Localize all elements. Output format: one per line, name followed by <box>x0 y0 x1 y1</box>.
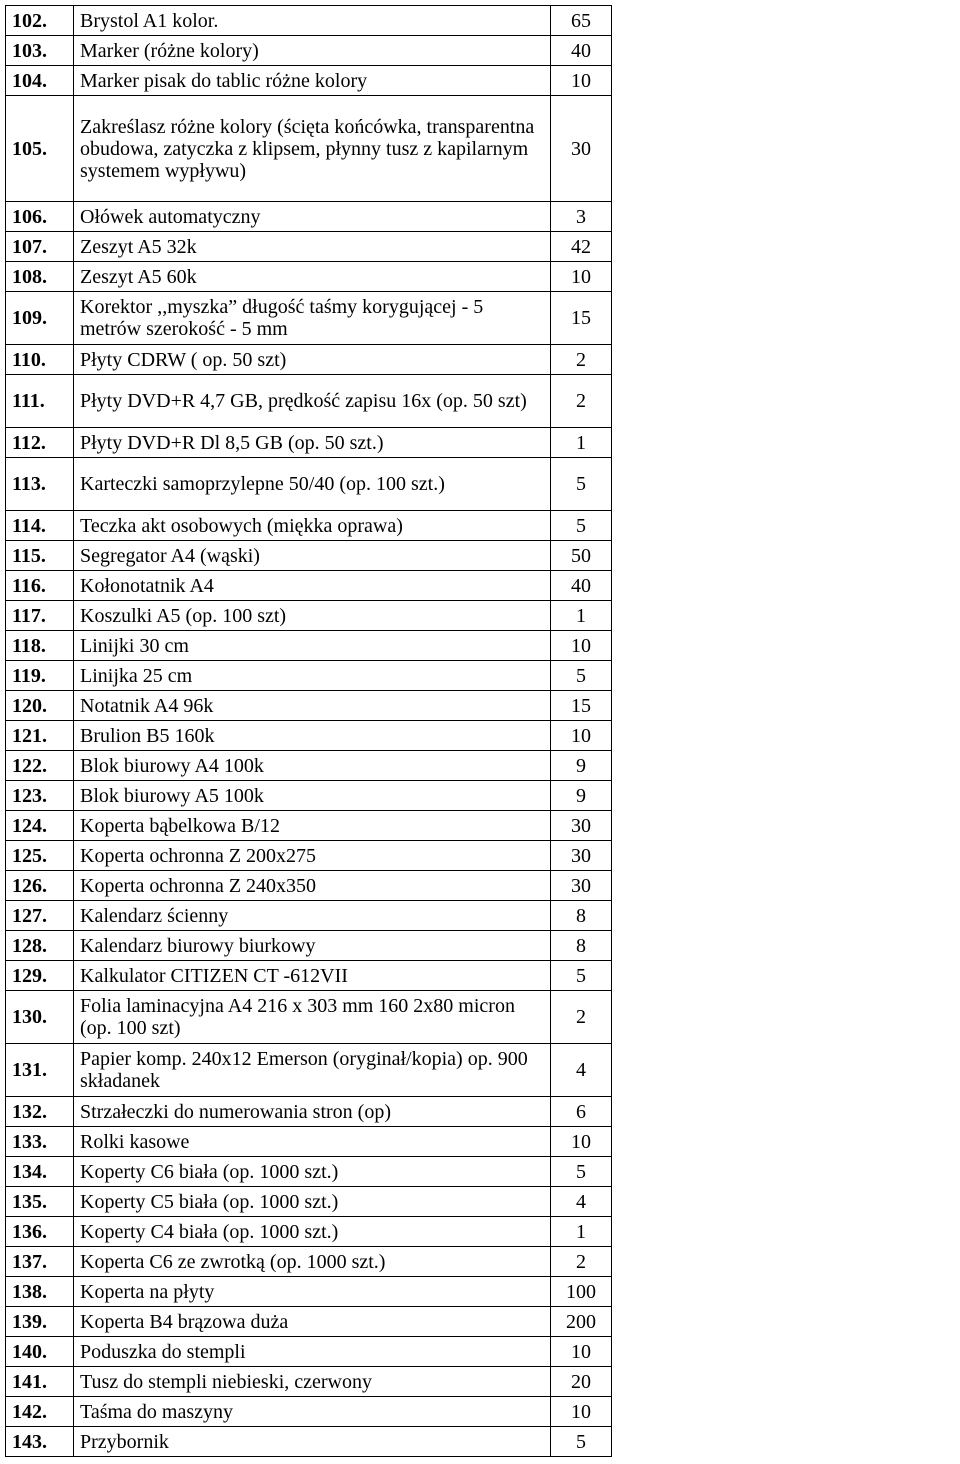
table-row <box>6 631 612 661</box>
table-row <box>6 1127 612 1157</box>
table-row <box>6 1097 612 1127</box>
item-quantity: 50 <box>551 541 612 571</box>
table-row <box>6 991 612 1044</box>
item-name: Zakreślasz różne kolory (ścięta końcówka, transparentna obudowa, zatyczka z klipsem, płynny tusz z kapilarnym systemem wypływu) <box>74 96 551 202</box>
item-quantity: 4 <box>551 1044 612 1097</box>
item-number: 130. <box>6 991 74 1044</box>
item-number: 118. <box>6 631 74 661</box>
table-row <box>6 1187 612 1217</box>
supplies-table <box>5 5 612 1457</box>
item-name: Koperta B4 brązowa duża <box>74 1307 551 1337</box>
item-number: 133. <box>6 1127 74 1157</box>
supplies-table-body <box>6 6 612 1457</box>
item-name: Koperta ochronna Z 240x350 <box>74 871 551 901</box>
item-number: 104. <box>6 66 74 96</box>
item-quantity: 6 <box>551 1097 612 1127</box>
item-name: Brulion B5 160k <box>74 721 551 751</box>
item-quantity: 10 <box>551 1397 612 1427</box>
item-number: 117. <box>6 601 74 631</box>
item-name: Kalendarz ścienny <box>74 901 551 931</box>
table-row <box>6 1307 612 1337</box>
item-name: Zeszyt A5 32k <box>74 232 551 262</box>
table-row <box>6 96 612 202</box>
table-row <box>6 375 612 428</box>
item-number: 136. <box>6 1217 74 1247</box>
item-name: Marker (różne kolory) <box>74 36 551 66</box>
item-number: 124. <box>6 811 74 841</box>
item-quantity: 5 <box>551 661 612 691</box>
item-quantity: 9 <box>551 751 612 781</box>
table-row <box>6 871 612 901</box>
item-quantity: 40 <box>551 36 612 66</box>
item-name: Linijka 25 cm <box>74 661 551 691</box>
item-name: Linijki 30 cm <box>74 631 551 661</box>
table-row <box>6 1427 612 1457</box>
table-row <box>6 511 612 541</box>
item-number: 122. <box>6 751 74 781</box>
table-row <box>6 345 612 375</box>
table-row <box>6 36 612 66</box>
item-name: Poduszka do stempli <box>74 1337 551 1367</box>
table-row <box>6 841 612 871</box>
item-quantity: 4 <box>551 1187 612 1217</box>
table-row <box>6 1044 612 1097</box>
item-quantity: 8 <box>551 931 612 961</box>
item-quantity: 100 <box>551 1277 612 1307</box>
item-number: 110. <box>6 345 74 375</box>
table-row <box>6 1157 612 1187</box>
item-number: 111. <box>6 375 74 428</box>
item-name: Płyty DVD+R Dl 8,5 GB (op. 50 szt.) <box>74 428 551 458</box>
item-quantity: 5 <box>551 511 612 541</box>
item-quantity: 30 <box>551 841 612 871</box>
item-name: Notatnik A4 96k <box>74 691 551 721</box>
item-number: 139. <box>6 1307 74 1337</box>
item-quantity: 8 <box>551 901 612 931</box>
item-number: 106. <box>6 202 74 232</box>
item-quantity: 30 <box>551 811 612 841</box>
item-quantity: 2 <box>551 345 612 375</box>
item-number: 120. <box>6 691 74 721</box>
item-number: 102. <box>6 6 74 36</box>
item-quantity: 40 <box>551 571 612 601</box>
item-name: Koperta C6 ze zwrotką (op. 1000 szt.) <box>74 1247 551 1277</box>
item-name: Koperta ochronna Z 200x275 <box>74 841 551 871</box>
item-name: Koperty C6 biała (op. 1000 szt.) <box>74 1157 551 1187</box>
item-quantity: 2 <box>551 375 612 428</box>
item-quantity: 10 <box>551 66 612 96</box>
item-number: 131. <box>6 1044 74 1097</box>
item-number: 132. <box>6 1097 74 1127</box>
item-name: Koperty C5 biała (op. 1000 szt.) <box>74 1187 551 1217</box>
item-name: Marker pisak do tablic różne kolory <box>74 66 551 96</box>
item-name: Papier komp. 240x12 Emerson (oryginał/kopia) op. 900 składanek <box>74 1044 551 1097</box>
item-quantity: 5 <box>551 1427 612 1457</box>
table-row <box>6 601 612 631</box>
item-number: 114. <box>6 511 74 541</box>
table-row <box>6 661 612 691</box>
item-number: 129. <box>6 961 74 991</box>
item-name: Zeszyt A5 60k <box>74 262 551 292</box>
item-name: Przybornik <box>74 1427 551 1457</box>
item-number: 115. <box>6 541 74 571</box>
item-number: 109. <box>6 292 74 345</box>
item-name: Kalkulator CITIZEN CT -612VII <box>74 961 551 991</box>
item-number: 134. <box>6 1157 74 1187</box>
item-quantity: 15 <box>551 292 612 345</box>
item-number: 113. <box>6 458 74 511</box>
item-number: 125. <box>6 841 74 871</box>
item-quantity: 10 <box>551 262 612 292</box>
table-row <box>6 6 612 36</box>
item-quantity: 10 <box>551 721 612 751</box>
table-row <box>6 1337 612 1367</box>
item-name: Teczka akt osobowych (miękka oprawa) <box>74 511 551 541</box>
item-quantity: 42 <box>551 232 612 262</box>
item-quantity: 10 <box>551 631 612 661</box>
table-row <box>6 292 612 345</box>
table-row <box>6 1277 612 1307</box>
item-name: Koszulki A5 (op. 100 szt) <box>74 601 551 631</box>
item-number: 112. <box>6 428 74 458</box>
item-name: Strzałeczki do numerowania stron (op) <box>74 1097 551 1127</box>
item-name: Kołonotatnik A4 <box>74 571 551 601</box>
item-quantity: 30 <box>551 871 612 901</box>
table-row <box>6 751 612 781</box>
item-number: 107. <box>6 232 74 262</box>
item-number: 128. <box>6 931 74 961</box>
item-name: Płyty CDRW ( op. 50 szt) <box>74 345 551 375</box>
item-quantity: 65 <box>551 6 612 36</box>
item-name: Koperta bąbelkowa B/12 <box>74 811 551 841</box>
item-name: Rolki kasowe <box>74 1127 551 1157</box>
item-quantity: 15 <box>551 691 612 721</box>
item-name: Taśma do maszyny <box>74 1397 551 1427</box>
table-row <box>6 1367 612 1397</box>
item-number: 138. <box>6 1277 74 1307</box>
item-quantity: 5 <box>551 458 612 511</box>
item-name: Segregator A4 (wąski) <box>74 541 551 571</box>
table-row <box>6 458 612 511</box>
item-number: 140. <box>6 1337 74 1367</box>
item-number: 126. <box>6 871 74 901</box>
item-quantity: 5 <box>551 1157 612 1187</box>
item-quantity: 1 <box>551 1217 612 1247</box>
item-number: 105. <box>6 96 74 202</box>
item-name: Płyty DVD+R 4,7 GB, prędkość zapisu 16x (op. 50 szt) <box>74 375 551 428</box>
item-number: 108. <box>6 262 74 292</box>
item-quantity: 30 <box>551 96 612 202</box>
item-number: 123. <box>6 781 74 811</box>
table-row <box>6 541 612 571</box>
item-name: Koperta na płyty <box>74 1277 551 1307</box>
table-row <box>6 66 612 96</box>
item-name: Koperty C4 biała (op. 1000 szt.) <box>74 1217 551 1247</box>
table-row <box>6 232 612 262</box>
table-row <box>6 1247 612 1277</box>
table-row <box>6 931 612 961</box>
item-number: 103. <box>6 36 74 66</box>
item-name: Kalendarz biurowy biurkowy <box>74 931 551 961</box>
table-row <box>6 571 612 601</box>
item-quantity: 2 <box>551 1247 612 1277</box>
item-name: Blok biurowy A4 100k <box>74 751 551 781</box>
table-row <box>6 262 612 292</box>
table-row <box>6 1217 612 1247</box>
item-number: 121. <box>6 721 74 751</box>
item-number: 119. <box>6 661 74 691</box>
item-number: 143. <box>6 1427 74 1457</box>
item-number: 137. <box>6 1247 74 1277</box>
item-quantity: 10 <box>551 1337 612 1367</box>
item-number: 141. <box>6 1367 74 1397</box>
item-name: Korektor ,,myszka” długość taśmy korygującej - 5 metrów szerokość - 5 mm <box>74 292 551 345</box>
item-name: Blok biurowy A5 100k <box>74 781 551 811</box>
item-quantity: 2 <box>551 991 612 1044</box>
item-quantity: 200 <box>551 1307 612 1337</box>
item-name: Brystol A1 kolor. <box>74 6 551 36</box>
item-number: 135. <box>6 1187 74 1217</box>
item-quantity: 20 <box>551 1367 612 1397</box>
item-quantity: 5 <box>551 961 612 991</box>
item-quantity: 1 <box>551 601 612 631</box>
item-quantity: 1 <box>551 428 612 458</box>
item-name: Tusz do stempli niebieski, czerwony <box>74 1367 551 1397</box>
table-row <box>6 781 612 811</box>
item-quantity: 9 <box>551 781 612 811</box>
table-row <box>6 901 612 931</box>
item-name: Folia laminacyjna A4 216 x 303 mm 160 2x80 micron (op. 100 szt) <box>74 991 551 1044</box>
item-number: 127. <box>6 901 74 931</box>
table-row <box>6 202 612 232</box>
item-quantity: 10 <box>551 1127 612 1157</box>
item-name: Ołówek automatyczny <box>74 202 551 232</box>
table-row <box>6 961 612 991</box>
table-row <box>6 721 612 751</box>
item-name: Karteczki samoprzylepne 50/40 (op. 100 szt.) <box>74 458 551 511</box>
table-row <box>6 811 612 841</box>
item-quantity: 3 <box>551 202 612 232</box>
item-number: 142. <box>6 1397 74 1427</box>
item-number: 116. <box>6 571 74 601</box>
table-row <box>6 1397 612 1427</box>
table-row <box>6 428 612 458</box>
table-row <box>6 691 612 721</box>
